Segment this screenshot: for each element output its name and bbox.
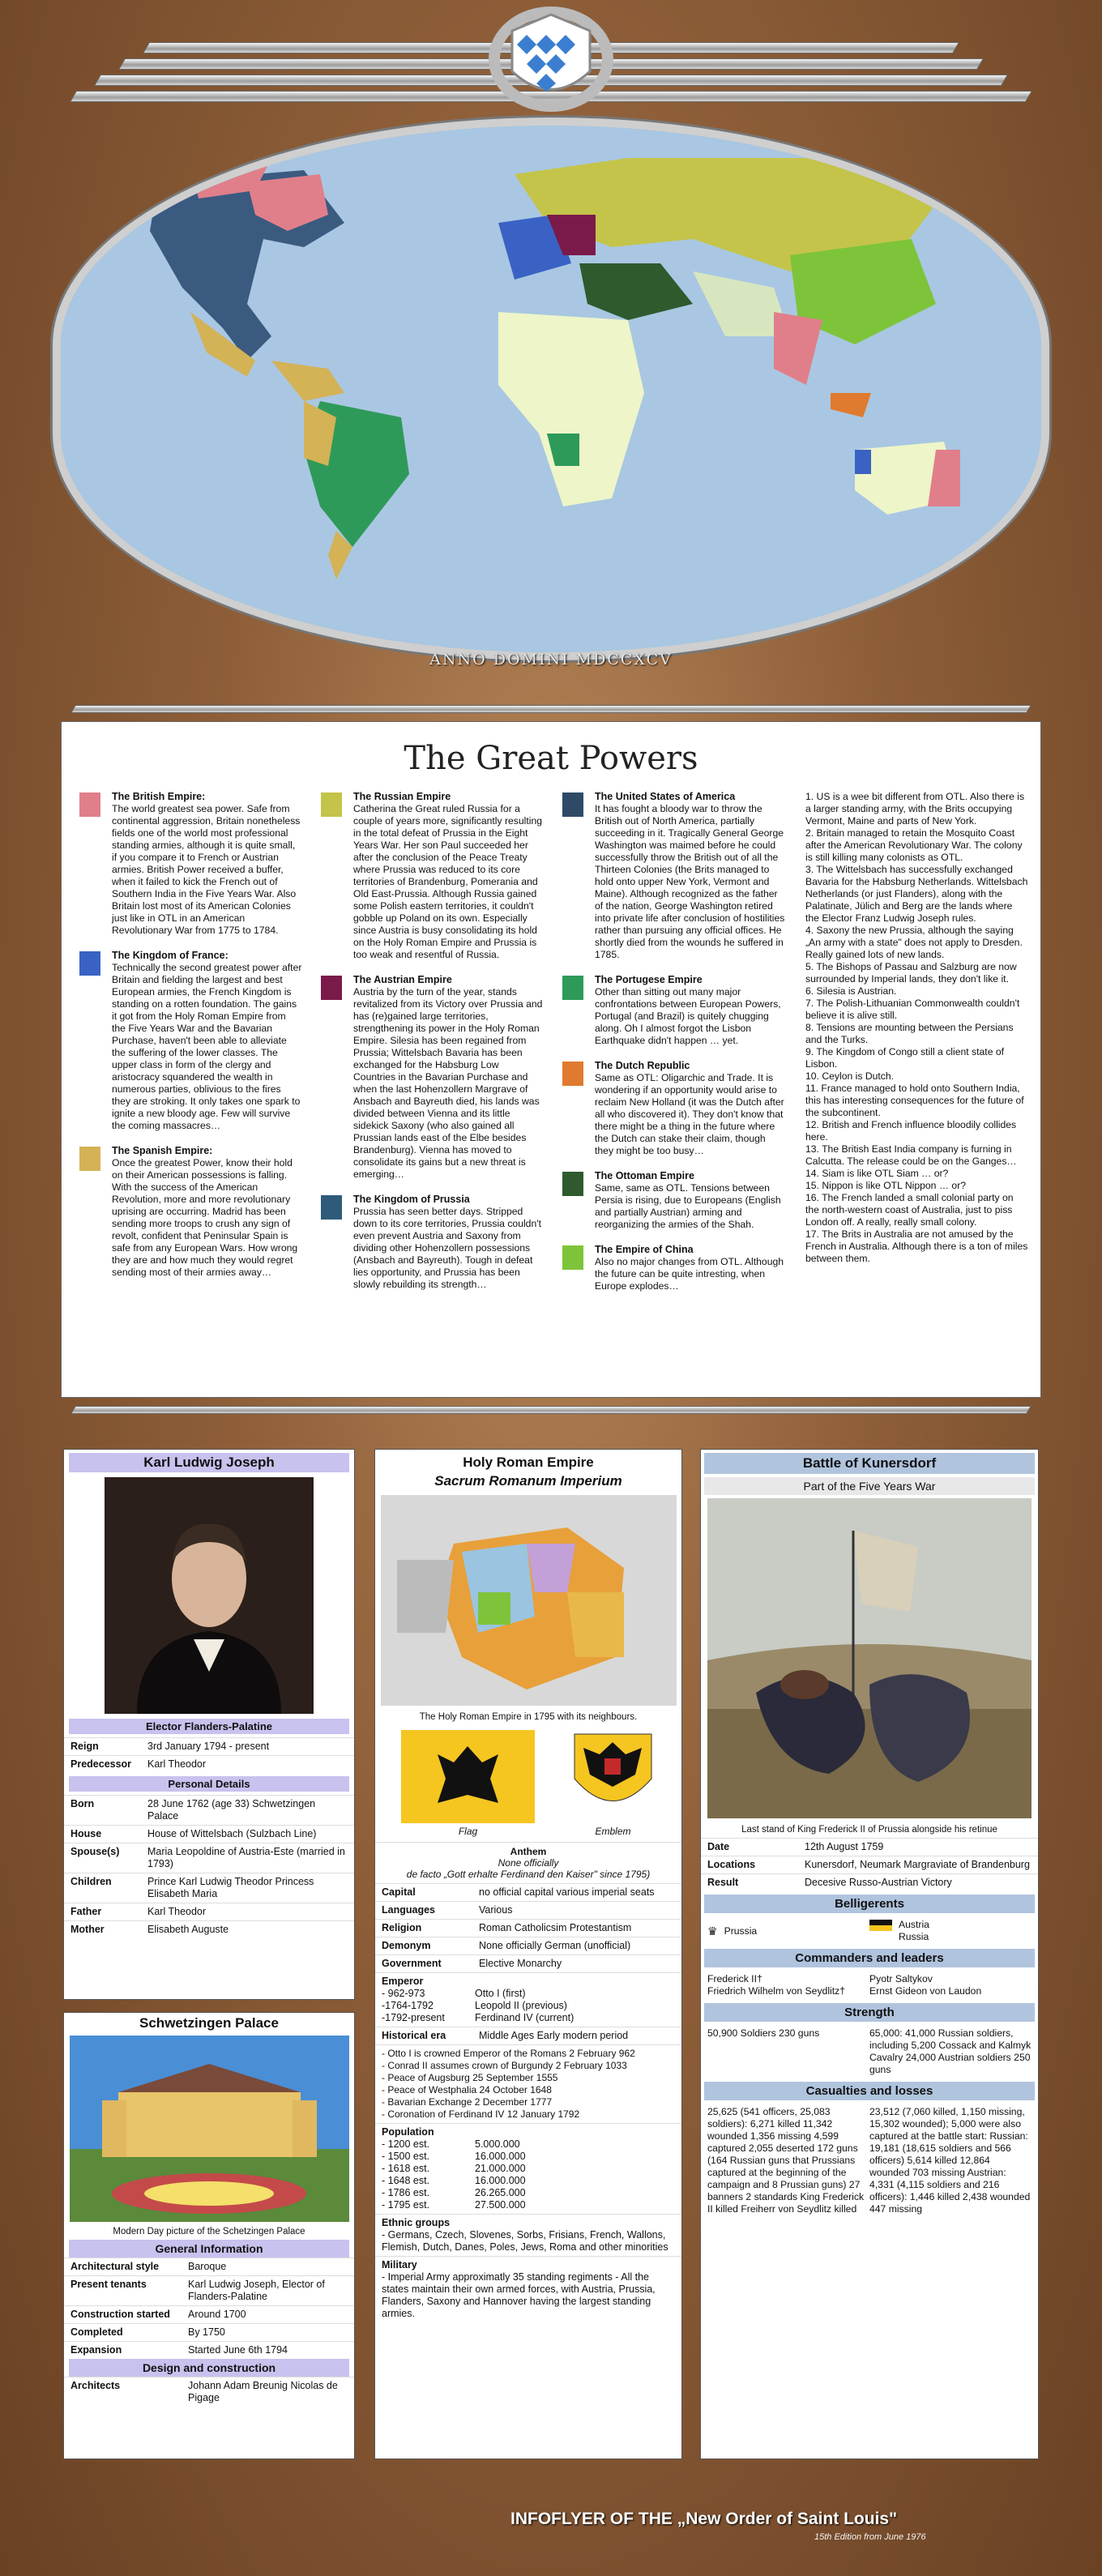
emblem-caption: Emblem [595, 1826, 631, 1837]
spouse-value: Maria Leopoldine of Austria-Este (married in 1793) [147, 1846, 345, 1869]
power-description: Technically the second greatest power after Britain and fielding the largest and best European armies, the French Kingdom is standing on a rotten foundation. The gains it got from the Holy Roman Empire from the Five Years War and the Bavarian Purchase, haven't been able to alleviate the suffering of the lower classes. The upper class in form of the clergy and aristocracy squandered the wealth in numerous parties, oblivious to the fires they are stroking. It only takes one spark to ignite a new bloody age. Few will survive the coming massacres… [112, 962, 302, 1131]
map-note: 10. Ceylon is Dutch. [805, 1070, 895, 1082]
population-label: Population [382, 2126, 434, 2138]
power-color-swatch [79, 792, 100, 817]
commander-saltykov: Pyotr Saltykov [869, 1973, 933, 1984]
map-note: 16. The French landed a small colonial party on the north-western coast of Australia, just to piss London off. A really, really small colony. [805, 1192, 1014, 1228]
power-name: The Russian Empire [353, 791, 451, 802]
capital-label: Capital [382, 1886, 416, 1898]
emperor-list [382, 1988, 675, 2024]
power-name: The United States of America [595, 791, 736, 802]
pop-period: - 1500 est. [382, 2151, 430, 2162]
casualties-allies: 23,512 (7,060 killed, 1,150 missing, 15,302 wounded); 5,000 were also captured at the battle start: Russian: 19,181 (18,615 soldiers and 566 officers) 5,614 killed 12,864 wounded 703 missing Austrian: 4,331 (4,115 soldiers and 216 officers): 1,446 killed 2,438 wounded 447 missing [869, 2106, 1031, 2215]
date-value: 12th August 1759 [805, 1841, 884, 1852]
result-label: Result [707, 1877, 739, 1888]
pop-period: - 1200 est. [382, 2138, 430, 2150]
completed-label: Completed [70, 2326, 123, 2338]
power-entry [562, 974, 785, 1047]
power-name: The British Empire: [112, 791, 206, 802]
power-description: Also no major changes from OTL. Although the future can be quite intresting, when Europe explodes… [595, 1256, 784, 1292]
palace-title: Schwetzingen Palace [139, 2015, 279, 2031]
power-description: Once the greatest Power, know their hold on their American possessions is falling. With the success of the American Revolution, more and more revolutionary uprising are occurring. Madrid has been sending more troops to crush any sign of revolt, confident that Peninsular Spain is safe from any European Wars. How wrong they are and how much they would regret sending most of their armies away… [112, 1157, 298, 1278]
government-label: Government [382, 1958, 442, 1969]
divider-bar [70, 1406, 1032, 1414]
house-label: House [70, 1828, 102, 1839]
government-value: Elective Monarchy [479, 1958, 562, 1969]
power-name: The Kingdom of France: [112, 950, 229, 961]
languages-value: Various [479, 1904, 513, 1916]
casualties-header: Casualties and losses [704, 2082, 1035, 2100]
map-note: 2. Britain managed to retain the Mosquito Coast after the American Revolutionary War. The colony is still killing many colonists as OTL. [805, 827, 1023, 863]
construction-label: Construction started [70, 2309, 170, 2320]
powers-column-3 [562, 791, 785, 1305]
map-note: 13. The British East India company is furning in Calcutta. The release could be on the Ganges… [805, 1143, 1017, 1167]
great-powers-panel [61, 721, 1041, 1398]
emperors-value: Ferdinand IV (current) [475, 2012, 574, 2023]
emperors-period: -1764-1792 [382, 2000, 434, 2011]
emperors-value: Leopold II (previous) [475, 2000, 567, 2011]
children-label: Children [70, 1876, 112, 1887]
map-note: 8. Tensions are mounting between the Persians and the Turks. [805, 1022, 1014, 1045]
demonym-label: Demonym [382, 1940, 431, 1951]
general-info-header: General Information [69, 2240, 349, 2258]
historical-event: - Bavarian Exchange 2 December 1777 [382, 2096, 553, 2108]
style-label: Architectural style [70, 2261, 160, 2272]
world-map [53, 117, 1049, 660]
divider-bar [70, 705, 1032, 713]
historical-event: - Otto I is crowned Emperor of the Romans 2 February 962 [382, 2048, 635, 2059]
map-note: 5. The Bishops of Passau and Salzburg are now surrounded by Imperial lands, they don't like it. [805, 961, 1017, 985]
architects-value: Johann Adam Breunig Nicolas de Pigage [188, 2380, 338, 2403]
power-color-swatch [79, 1147, 100, 1171]
strength-allies: 65,000: 41,000 Russian soldiers, including 5,200 Cossack and Kalmyk Cavalry 24,000 Austrian soldiers 250 guns [869, 2027, 1032, 2075]
map-note: 6. Silesia is Austrian. [805, 985, 897, 997]
era-value: Middle Ages Early modern period [479, 2030, 629, 2041]
belligerent-prussia: Prussia [724, 1925, 758, 1937]
historical-event: - Coronation of Ferdinand IV 12 January 1792 [382, 2108, 580, 2120]
power-name: The Dutch Republic [595, 1060, 690, 1071]
karl-ludwig-infobox [63, 1449, 355, 2000]
mother-label: Mother [70, 1924, 105, 1935]
power-name: The Kingdom of Prussia [353, 1194, 470, 1205]
result-value: Decesive Russo-Austrian Victory [805, 1877, 952, 1888]
power-name: The Spanish Empire: [112, 1145, 213, 1156]
commanders-header: Commanders and leaders [704, 1949, 1035, 1967]
languages-label: Languages [382, 1904, 435, 1916]
bavarian-crest-icon [486, 6, 616, 112]
map-note: 14. Siam is like OTL Siam … or? [805, 1168, 949, 1179]
mother-value: Elisabeth Auguste [147, 1924, 229, 1935]
hre-subtitle: Sacrum Romanum Imperium [434, 1473, 622, 1489]
power-description: Same, same as OTL. Tensions between Persia is rising, due to Europeans (English and partially Austrian) arming and reorganizing the armies of the Shah. [595, 1182, 781, 1230]
pop-value: 27.500.000 [475, 2199, 526, 2211]
power-name: The Ottoman Empire [595, 1170, 694, 1181]
map-note: 11. France managed to hold onto Southern India, this has interesting consequences for the future of the subcontinent. [805, 1083, 1024, 1118]
powers-column-1 [79, 791, 302, 1292]
born-value: 28 June 1762 (age 33) Schwetzingen Palace [147, 1798, 316, 1822]
power-entry [562, 1244, 785, 1292]
power-color-swatch [321, 976, 342, 1000]
power-color-swatch [321, 1195, 342, 1220]
emperor-label: Emperor [382, 1976, 424, 1987]
power-color-swatch [562, 792, 583, 817]
commander-laudon: Ernst Gideon von Laudon [869, 1985, 982, 1997]
era-label: Historical era [382, 2030, 446, 2041]
military-label: Military [382, 2259, 417, 2271]
power-description: It has fought a bloody war to throw the British out of North America, partially succeeding in it. Tragically General George Washington was maimed before he could successfully throw the British out of all the Thirteen Colonies (the Brits managed to hold onto upper New York, Vermont and Maine). Although recognized as the father of the nation, George Washington retired into private life after conclusion of hostilities rather than pursuing any official offices. He shortly died from the wounds he suffered in 1785. [595, 803, 785, 960]
palace-infobox [63, 2012, 355, 2459]
map-note: 15. Nippon is like OTL Nippon … or? [805, 1180, 967, 1191]
expansion-value: Started June 6th 1794 [188, 2344, 288, 2356]
demonym-value: None officially German (unofficial) [479, 1940, 631, 1951]
emperors-period: -1792-present [382, 2012, 445, 2023]
power-color-swatch [79, 951, 100, 976]
pop-value: 21.000.000 [475, 2163, 526, 2174]
design-header: Design and construction [69, 2359, 349, 2377]
power-entry [321, 1194, 544, 1291]
flag-caption: Flag [458, 1826, 478, 1837]
anthem-value: None officially [498, 1857, 559, 1869]
historical-event: - Conrad II assumes crown of Burgundy 2 February 1033 [382, 2060, 627, 2071]
map-note: 3. The Wittelsbach has successfully exchanged Bavaria for the Habsburg Netherlands. Wittelsbach Netherlands (or just Flanders), along with the Palatinate, Jülich and Berg are the lands where the Elector Franz Ludwig Joseph rules. [805, 864, 1028, 924]
date-label: Date [707, 1841, 730, 1852]
hre-flag-image [401, 1730, 535, 1823]
reign-value: 3rd January 1794 - present [147, 1741, 270, 1752]
pop-value: 26.265.000 [475, 2187, 526, 2198]
hre-map-image [381, 1495, 677, 1706]
expansion-label: Expansion [70, 2344, 122, 2356]
hre-title: Holy Roman Empire [463, 1455, 594, 1470]
construction-value: Around 1700 [188, 2309, 246, 2320]
power-color-swatch [562, 1062, 583, 1086]
hre-infobox [374, 1449, 682, 2459]
military-value: - Imperial Army approximatly 35 standing regiments - All the states maintain their own armed forces, with Austria, Prussia, Flanders, Saxony and Hannover having the largest standing armies. [382, 2271, 656, 2319]
habsburg-flag-icon [869, 1920, 892, 1931]
locations-label: Locations [707, 1859, 756, 1870]
spouse-label: Spouse(s) [70, 1846, 120, 1857]
completed-value: By 1750 [188, 2326, 225, 2338]
commander-frederick: Frederick II† [707, 1973, 762, 1984]
map-note: 4. Saxony the new Prussia, although the saying „An army with a state" does not apply to Dresden. Really gained lots of new lands. [805, 925, 1023, 960]
hre-map-caption: The Holy Roman Empire in 1795 with its neighbours. [419, 1712, 638, 1722]
born-label: Born [70, 1798, 95, 1809]
religion-value: Roman Catholicsim Protestantism [479, 1922, 632, 1933]
personal-details-header: Personal Details [69, 1776, 349, 1792]
map-note: 12. British and French influence bloodily collides here. [805, 1119, 1017, 1143]
capital-value: no official capital various imperial seats [479, 1886, 655, 1898]
footer-title: INFOFLYER OF THE „New Order of Saint Louis" [510, 2510, 898, 2528]
power-name: The Empire of China [595, 1244, 694, 1255]
historical-event: - Peace of Westphalia 24 October 1648 [382, 2084, 552, 2095]
commander-seydlitz: Friedrich Wilhelm von Seydlitz† [707, 1985, 846, 1997]
power-color-swatch [562, 1172, 583, 1196]
power-entry [79, 1145, 302, 1279]
strength-prussia: 50,900 Soldiers 230 guns [707, 2027, 820, 2039]
belligerent-austria: Austria [899, 1919, 929, 1930]
pop-value: 16.000.000 [475, 2175, 526, 2186]
belligerents-header: Belligerents [704, 1895, 1035, 1913]
power-description: Austria by the turn of the year, stands revitalized from its Victory over Prussia and has (re)gained large territories, strengthening its power in the Holy Roman Empire. Silesia has been regained from Prussia; Wittelsbach Bavaria has been exchanged for the Habsburg Low Countries in the Bavarian Purchase and when the last Hohenzollern Margrave of Ansbach and Bayreuth died, his lands was divided between Vienna and its little sidekick Saxony (who also gained all Prussian lands east of the Elbe besides Brandenburg). Vienna has moved to consolidate its gains but a new threat is emerging… [353, 986, 543, 1180]
historical-events-list [375, 2044, 681, 2123]
power-color-swatch [321, 792, 342, 817]
power-name: The Portugese Empire [595, 974, 703, 985]
tenants-value: Karl Ludwig Joseph, Elector of Flanders-Palatine [188, 2279, 325, 2302]
great-powers-title: The Great Powers [404, 740, 698, 777]
power-description: Same as OTL: Oligarchic and Trade. It is wondering if an opportunity would arise to reclaim New Holland (it was the Dutch after all who discovered it). They don't know that there might be a thing in the future where the Dutch can stake their claim, though they might be too busy… [595, 1072, 784, 1156]
palace-photo-image [70, 2036, 349, 2222]
battle-part: Part of the Five Years War [704, 1477, 1035, 1495]
power-description: Catherina the Great ruled Russia for a couple of years more, significantly resulting in the total defeat of Prussia in the Eight Years War. Her son Paul succeeded her after the conclusion of the Peace Treaty where Prussia was reduced to its core territories of Brandenburg, Pomerania and Old East-Prussia. Although Russia gained some Polish eastern territories, it couldn't gobble up Poland on its own. Especially since Austria is busy consolidating its hold on the Holy Roman Empire and Prussia is too weak and resentful of Russia. [353, 803, 543, 960]
palace-caption: Modern Day picture of the Schetzingen Palace [113, 2227, 305, 2236]
map-note: 7. The Polish-Lithuanian Commonwealth couldn't believe it is alive still. [805, 998, 1020, 1021]
power-entry [562, 1170, 785, 1231]
strength-header: Strength [704, 2003, 1035, 2022]
pop-period: - 1795 est. [382, 2199, 430, 2211]
predecessor-label: Predecessor [70, 1758, 132, 1770]
karl-portrait-image [105, 1477, 314, 1714]
house-value: House of Wittelsbach (Sulzbach Line) [147, 1828, 317, 1839]
anno-domini-caption: ANNO DOMINI MDCCXCV [429, 651, 673, 669]
casualties-prussia: 25,625 (541 officers, 25,083 soldiers): 6,271 killed 11,342 wounded 1,356 missing 4,599 captured 2,055 deserted 172 guns (164 Russian guns that Prussians captured at the beginning of the campaign and 8 Prussian guns) 27 banners 2 standards King Frederick II killed Freiherr von Seydlitz killed [707, 2106, 865, 2215]
father-value: Karl Theodor [147, 1906, 207, 1917]
power-description: Prussia has seen better days. Stripped down to its core territories, Prussia couldn't even prevent Austria and Saxony from dividing other Hohenzollern possessions (Ansbach and Bayreuth). Tough in defeat lies opportunity, and Prussia has been slowly rebuilding its strength… [353, 1206, 541, 1290]
historical-event: - Peace of Augsburg 25 September 1555 [382, 2072, 558, 2083]
power-entry [562, 791, 785, 961]
powers-column-2 [321, 791, 544, 1304]
children-value: Prince Karl Ludwig Theodor Princess Elisabeth Maria [147, 1876, 314, 1899]
style-value: Baroque [188, 2261, 227, 2272]
anthem-defacto: de facto „Gott erhalte Ferdinand den Kaiser" since 1795) [406, 1869, 651, 1880]
prussian-eagle-icon: ♛ [707, 1924, 718, 1937]
pop-value: 5.000.000 [475, 2138, 520, 2150]
pop-period: - 1786 est. [382, 2187, 430, 2198]
pop-value: 16.000.000 [475, 2151, 526, 2162]
ethnic-label: Ethnic groups [382, 2217, 451, 2228]
power-color-swatch [562, 1245, 583, 1270]
power-description: Other than sitting out many major confrontations between European Powers, Portugal (and Brazil) is quitely chugging along. Oh I almost forgot the Lisbon Earthquake didn't happen … yet. [595, 986, 781, 1046]
population-list [382, 2138, 675, 2211]
hre-emblem-image [570, 1730, 656, 1823]
belligerent-russia: Russia [899, 1931, 929, 1942]
locations-value: Kunersdorf, Neumark Margraviate of Brandenburg [805, 1859, 1030, 1870]
map-note: 1. US is a wee bit different from OTL. Also there is a larger standing army, with the Brits occupying Vermont, Maine and parts of New York. [805, 791, 1025, 827]
power-entry [321, 974, 544, 1181]
power-description: The world greatest sea power. Safe from continental aggression, Britain nonetheless fields one of the world most professional standing armies, although it is quite small, if you compare it to French or Austrian armies. British Power received a buffer, when it failed to kick the French out of Southern India in the Five Years War. Also Britain lost most of its American Colonies just like in OTL in an American Revolutionary War from 1775 to 1784. [112, 803, 301, 936]
father-label: Father [70, 1906, 102, 1917]
power-entry [321, 791, 544, 961]
power-color-swatch [562, 976, 583, 1000]
power-name: The Austrian Empire [353, 974, 452, 985]
power-entry [562, 1060, 785, 1157]
power-entry [79, 791, 302, 937]
footer-edition: 15th Edition from June 1976 [814, 2532, 926, 2542]
battle-caption: Last stand of King Frederick II of Prussia alongside his retinue [741, 1825, 997, 1835]
map-note: 17. The Brits in Australia are not amused by the French in Australia. Although there is a ton of miles between them. [805, 1228, 1028, 1264]
religion-label: Religion [382, 1922, 422, 1933]
predecessor-value: Karl Theodor [147, 1758, 207, 1770]
karl-office: Elector Flanders-Palatine [69, 1719, 349, 1734]
pop-period: - 1618 est. [382, 2163, 430, 2174]
map-notes-list [805, 791, 1028, 1265]
karl-title: Karl Ludwig Joseph [69, 1453, 349, 1472]
map-note: 9. The Kingdom of Congo still a client state of Lisbon. [805, 1046, 1005, 1070]
power-entry [79, 950, 302, 1132]
ethnic-value: - Germans, Czech, Slovenes, Sorbs, Frisians, French, Wallons, Flemish, Dutch, Danes, Poles, Jews, Roma and other minorities [382, 2229, 668, 2253]
battle-infobox [700, 1449, 1039, 2459]
architects-label: Architects [70, 2380, 121, 2391]
anthem-label: Anthem [510, 1846, 547, 1857]
pop-period: - 1648 est. [382, 2175, 430, 2186]
battle-title: Battle of Kunersdorf [704, 1453, 1035, 1474]
emperors-period: - 962-973 [382, 1988, 425, 1999]
tenants-label: Present tenants [70, 2279, 147, 2290]
battle-painting-image [707, 1498, 1032, 1818]
emperors-value: Otto I (first) [475, 1988, 526, 1999]
reign-label: Reign [70, 1741, 99, 1752]
